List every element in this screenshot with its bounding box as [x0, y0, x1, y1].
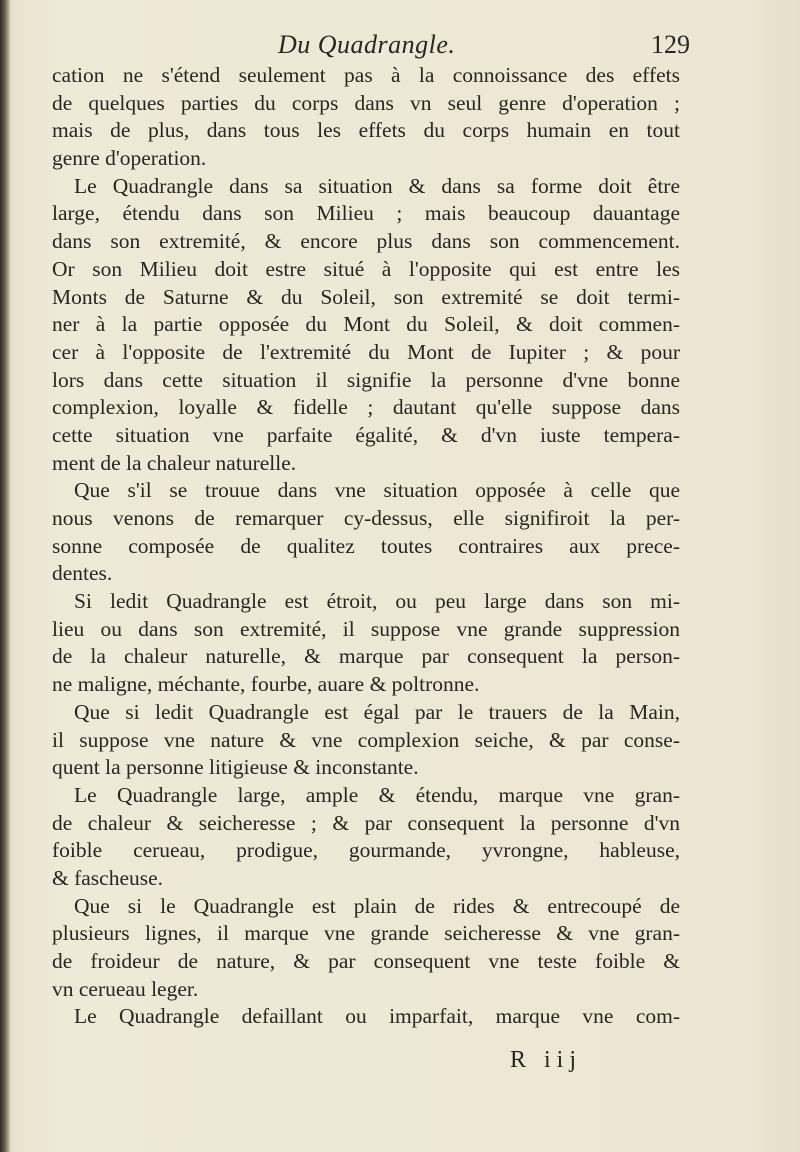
- text-line: de la chaleur naturelle, & marque par consequent la person-: [52, 644, 680, 669]
- text-line: dentes.: [52, 561, 113, 586]
- text-line: Le Quadrangle defaillant ou imparfait, marque vne com-: [74, 1004, 680, 1029]
- text-line: dans son extremité, & encore plus dans son commencement.: [52, 229, 680, 254]
- text-line: complexion, loyalle & fidelle ; dautant qu'elle suppose dans: [52, 395, 680, 420]
- text-line: Le Quadrangle large, ample & étendu, marque vne gran-: [74, 782, 680, 807]
- text-line: nous venons de remarquer cy-dessus, elle signifiroit la per-: [52, 506, 680, 530]
- text-line: Que si ledit Quadrangle est égal par le trauers de la Main,: [74, 699, 680, 724]
- book-spine-shadow: [0, 0, 10, 1152]
- text-line: plusieurs lignes, il marque vne grande seicheresse & vne gran-: [52, 921, 680, 946]
- text-line: Si ledit Quadrangle est étroit, ou peu large dans son mi-: [74, 589, 680, 614]
- text-line: lieu ou dans son extremité, il suppose vne grande suppression: [52, 616, 680, 641]
- text-line: lors dans cette situation il signifie la personne d'vne bonne: [52, 367, 680, 392]
- text-line: ner à la partie opposée du Mont du Soleil, & doit commen-: [52, 312, 680, 337]
- text-line: cation ne s'étend seulement pas à la connoissance des effets: [52, 63, 680, 87]
- text-line: foible cerueau, prodigue, gourmande, yvrongne, hableuse,: [52, 838, 680, 863]
- text-line: vn cerueau leger.: [52, 976, 199, 1001]
- page-header: [48, 26, 688, 66]
- text-line: Or son Milieu doit estre situé à l'opposite qui est entre les: [52, 256, 680, 281]
- text-line: sonne composée de qualitez toutes contraires aux prece-: [52, 533, 680, 558]
- text-line: ne maligne, méchante, fourbe, auare & poltronne.: [52, 672, 480, 697]
- running-head: Du Quadrangle.: [278, 30, 456, 59]
- page-number: 129: [651, 30, 690, 59]
- text-line: de froideur de nature, & par consequent vne teste foible &: [52, 949, 680, 973]
- text-line: large, étendu dans son Milieu ; mais beaucoup dauantage: [52, 201, 680, 226]
- text-line: & fascheuse.: [52, 865, 164, 890]
- text-line: quent la personne litigieuse & inconstante.: [52, 755, 419, 780]
- text-line: cer à l'opposite de l'extremité du Mont de Iupiter ; & pour: [52, 339, 680, 364]
- text-line: mais de plus, dans tous les effets du corps humain en tout: [52, 118, 680, 143]
- body-text: [52, 62, 680, 1031]
- text-line: il suppose vne nature & vne complexion seiche, & par conse-: [52, 727, 680, 752]
- text-line: de chaleur & seicheresse ; & par consequent la personne d'vn: [52, 810, 680, 835]
- text-line: Que s'il se trouue dans vne situation opposée à celle que: [74, 478, 680, 503]
- text-line: cette situation vne parfaite égalité, & d'vn iuste tempera-: [52, 422, 680, 447]
- text-line: Le Quadrangle dans sa situation & dans sa forme doit être: [74, 173, 680, 198]
- text-line: genre d'operation.: [52, 146, 207, 171]
- text-line: Que si le Quadrangle est plain de rides & entrecoupé de: [74, 893, 680, 918]
- text-line: ment de la chaleur naturelle.: [52, 450, 297, 475]
- signature-mark: R iij: [510, 1047, 583, 1073]
- text-line: Monts de Saturne & du Soleil, son extremité se doit termi-: [52, 284, 680, 309]
- text-line: de quelques parties du corps dans vn seul genre d'operation ;: [52, 90, 680, 115]
